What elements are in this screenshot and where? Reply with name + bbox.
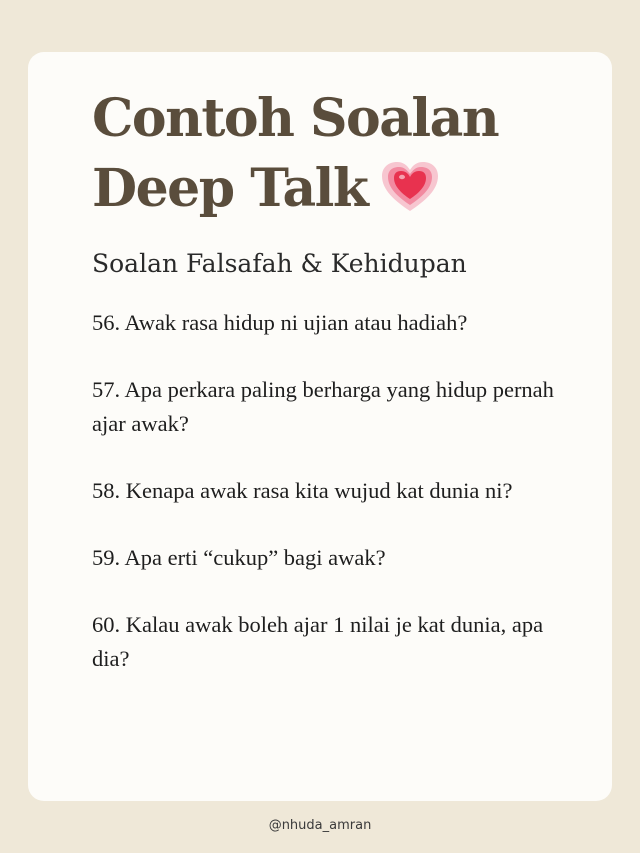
page-title <box>92 84 498 224</box>
title-line-2 <box>92 154 498 224</box>
question-list <box>92 306 562 709</box>
content-card <box>28 52 612 801</box>
question-item: 59. Apa erti “cukup” bagi awak? <box>92 545 386 570</box>
title-line-2-text: Deep Talk <box>92 158 368 219</box>
section-subtitle: Soalan Falsafah & Kehidupan <box>92 249 467 278</box>
title-line-1: Contoh Soalan <box>92 88 499 149</box>
author-handle: @nhuda_amran <box>268 818 372 833</box>
question-item: 60. Kalau awak boleh ajar 1 nilai je kat dunia, apa dia? <box>92 612 544 671</box>
question-item: 56. Awak rasa hidup ni ujian atau hadiah? <box>92 310 468 335</box>
question-item: 57. Apa perkara paling berharga yang hidup pernah ajar awak? <box>92 377 554 436</box>
question-item: 58. Kenapa awak rasa kita wujud kat dunia ni? <box>92 478 513 503</box>
growing-heart-icon <box>381 161 439 213</box>
